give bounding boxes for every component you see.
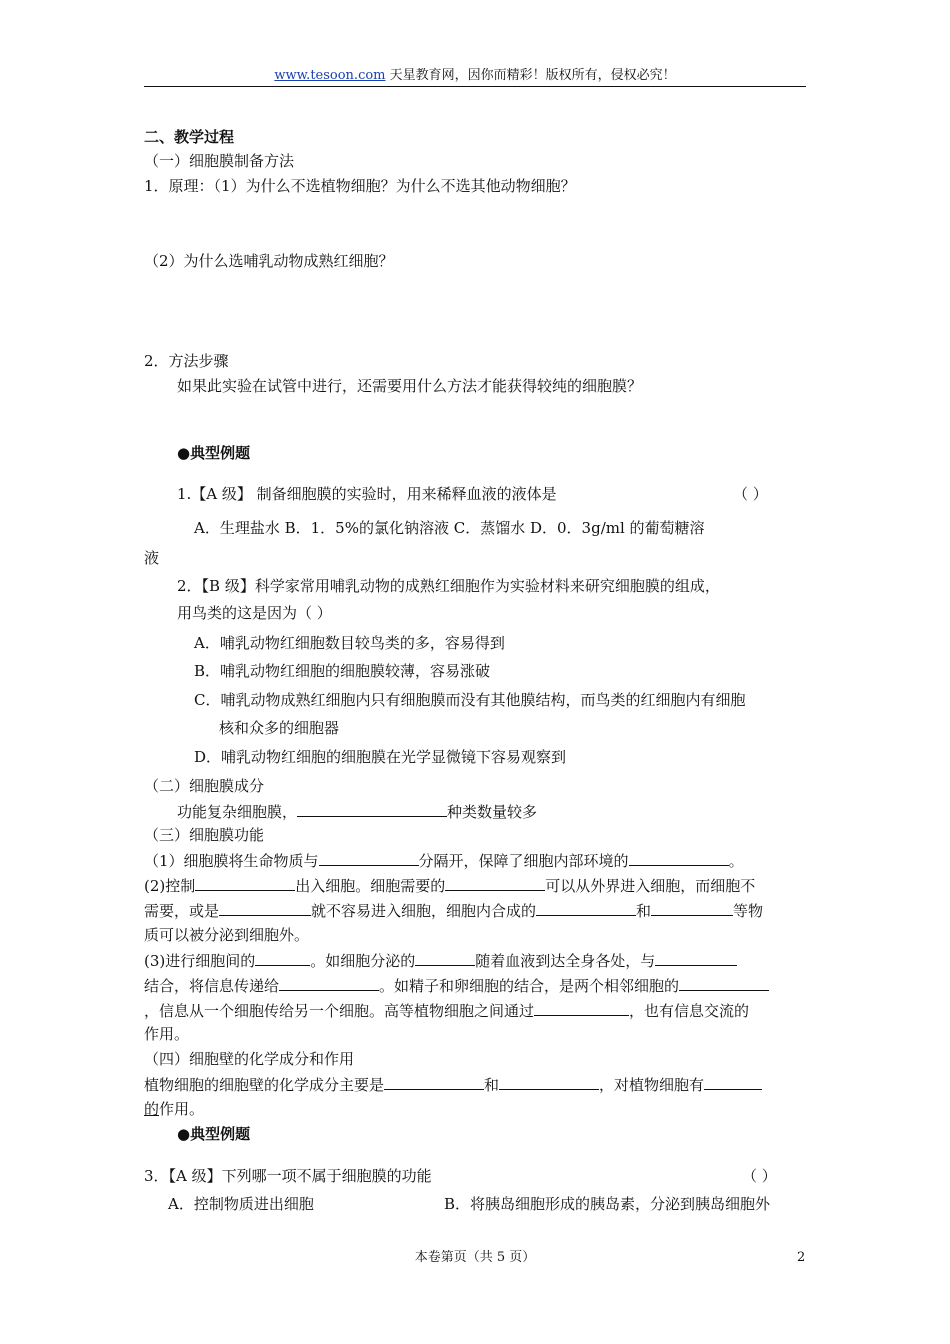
part3-line-8: 作用。 xyxy=(144,1025,190,1043)
ex3-option-b: B．将胰岛细胞形成的胰岛素，分泌到胰岛细胞外 xyxy=(444,1195,771,1213)
question-2-text: 如果此实验在试管中进行，还需要用什么方法才能获得较纯的细胞膜？ xyxy=(177,377,643,395)
blank[interactable] xyxy=(219,900,311,916)
part1-title: （一）细胞膜制备方法 xyxy=(144,152,295,170)
ex2-option-c: C．哺乳动物成熟红细胞内只有细胞膜而没有其他膜结构，而鸟类的红细胞内有细胞 xyxy=(194,691,746,709)
blank[interactable] xyxy=(279,975,379,991)
question-1b: （2）为什么选哺乳动物成熟红细胞？ xyxy=(144,252,394,270)
blank[interactable] xyxy=(195,875,295,891)
examples-title: ●典型例题 xyxy=(177,444,251,462)
ex3-answer-paren: （ ） xyxy=(742,1167,777,1185)
part2-text: 功能复杂细胞膜， 种类数量较多 xyxy=(177,803,538,821)
part4-title: （四）细胞壁的化学成分和作用 xyxy=(144,1050,355,1068)
part3-line-2: (2)控制 出入细胞。细胞需要的 可以从外界进入细胞，而细胞不 xyxy=(144,877,756,895)
header-rule xyxy=(144,86,806,87)
ex2-stem-2: 用鸟类的这是因为（ ） xyxy=(177,604,332,622)
question-2: 2．方法步骤 xyxy=(144,352,229,370)
blank[interactable] xyxy=(255,950,310,966)
ex1-options-cont: 液 xyxy=(144,549,160,567)
blank[interactable] xyxy=(445,875,545,891)
ex2-stem: 2．【B 级】科学家常用哺乳动物的成熟红细胞作为实验材料来研究细胞膜的组成， xyxy=(177,577,720,595)
ex2-option-d: D．哺乳动物红细胞的细胞膜在光学显微镜下容易观察到 xyxy=(194,748,567,766)
header-text: 天星教育网，因你而精彩！版权所有，侵权必究！ xyxy=(385,68,676,83)
part4-line-2: 的作用。 xyxy=(144,1100,205,1118)
blank[interactable] xyxy=(655,950,737,966)
part3-line-6: 结合，将信息传递给 。如精子和卵细胞的结合，是两个相邻细胞的 xyxy=(144,975,769,996)
blank[interactable] xyxy=(679,975,769,991)
ex2-option-b: B．哺乳动物红细胞的细胞膜较薄，容易涨破 xyxy=(194,662,491,680)
part3-line-7: ，信息从一个细胞传给另一个细胞。高等植物细胞之间通过 ，也有信息交流的 xyxy=(144,1002,750,1020)
section-title: 二、教学过程 xyxy=(144,128,235,146)
ex1-options: A．生理盐水 B．1．5%的氯化钠溶液 C．蒸馏水 D．0．3g/ml 的葡萄糖溶 xyxy=(194,519,705,537)
part2-title: （二）细胞膜成分 xyxy=(144,777,265,795)
ex1-answer-paren: （ ） xyxy=(733,485,768,503)
blank[interactable] xyxy=(384,1074,484,1090)
ex2-option-c-cont: 核和众多的细胞器 xyxy=(219,719,340,737)
header-link[interactable]: www.tesoon.com xyxy=(274,68,386,83)
blank[interactable] xyxy=(704,1074,762,1090)
blank[interactable] xyxy=(415,950,475,966)
part3-line-3: 需要，或是 就不容易进入细胞，细胞内合成的 和 等物 xyxy=(144,902,764,920)
ex2-option-a: A．哺乳动物红细胞数目较鸟类的多，容易得到 xyxy=(194,634,505,652)
blank[interactable] xyxy=(297,801,447,817)
part4-line-1: 植物细胞的细胞壁的化学成分主要是 和 ，对植物细胞有 xyxy=(144,1074,762,1095)
question-1: 1．原理：（1）为什么不选植物细胞？为什么不选其他动物细胞？ xyxy=(144,177,576,195)
blank[interactable] xyxy=(629,850,729,866)
part3-line-5: (3)进行细胞间的 。如细胞分泌的 随着血液到达全身各处，与 xyxy=(144,950,737,971)
blank[interactable] xyxy=(499,1074,599,1090)
part3-line-1: （1）细胞膜将生命物质与 分隔开，保障了细胞内部环境的 。 xyxy=(144,852,744,870)
part3-title: （三）细胞膜功能 xyxy=(144,826,265,844)
blank[interactable] xyxy=(319,850,419,866)
page-footer: 本卷第页（共 5 页） xyxy=(414,1250,536,1265)
ex1-stem: 1.【A 级】 制备细胞膜的实验时，用来稀释血液的液体是 xyxy=(177,485,557,503)
ex3-option-a: A．控制物质进出细胞 xyxy=(168,1195,314,1213)
page-header xyxy=(0,66,950,86)
blank[interactable] xyxy=(536,900,636,916)
page-number: 2 xyxy=(797,1250,806,1265)
examples-title-2: ●典型例题 xyxy=(177,1125,251,1143)
ex3-stem: 3．【A 级】下列哪一项不属于细胞膜的功能 xyxy=(144,1167,432,1185)
blank[interactable] xyxy=(651,900,733,916)
blank[interactable] xyxy=(534,1000,629,1016)
part3-line-4: 质可以被分泌到细胞外。 xyxy=(144,926,310,944)
